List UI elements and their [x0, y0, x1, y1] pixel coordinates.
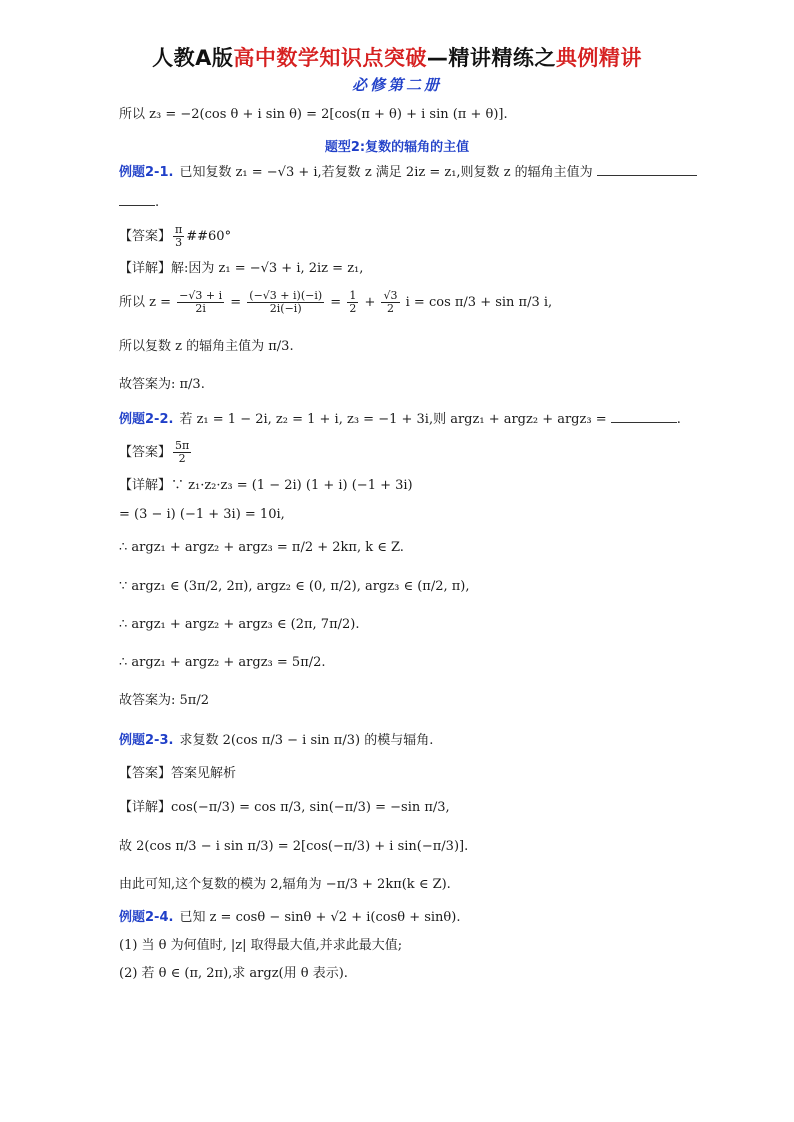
frac-num: 5π — [175, 439, 190, 452]
header-section: 典例精讲 — [555, 46, 642, 70]
example-label: 例题2-4. — [119, 910, 174, 925]
answer-2-3: 【答案】答案见解析 — [119, 766, 237, 781]
page-header — [0, 42, 794, 72]
answer-blank-cont: . — [119, 195, 159, 209]
header-publisher: 人教A版 — [152, 46, 234, 70]
detail-2-2-l6: ∴ argz₁ + argz₂ + argz₃ = 5π/2. — [119, 655, 326, 670]
example-label: 例题2-2. — [119, 412, 174, 427]
detail-2-2-l2: = (3 − i) (−1 + 3i) = 10i, — [119, 507, 285, 522]
example-text: 求复数 2(cos π/3 − i sin π/3) 的模与辐角. — [179, 733, 434, 748]
example-2-3 — [119, 734, 433, 747]
detail-2-3-l3: 由此可知,这个复数的模为 2,辐角为 −π/3 + 2kπ(k ∈ Z). — [119, 877, 451, 892]
frac-den: 2i — [195, 302, 206, 316]
answer-blank — [611, 412, 677, 423]
answer-2-2 — [119, 440, 193, 465]
detail-2-2-l5: ∴ argz₁ + argz₂ + argz₃ ∈ (2π, 7π/2). — [119, 617, 360, 632]
detail-2-2-l4: ∵ argz₁ ∈ (3π/2, 2π), argz₂ ∈ (0, π/2), argz₃ ∈ (π/2, π), — [119, 579, 470, 594]
example-text: 已知 z = cosθ − sinθ + √2 + i(cosθ + sinθ). — [179, 910, 461, 925]
detail-2-3-l1: 【详解】cos(−π/3) = cos π/3, sin(−π/3) = −sin π/3, — [119, 800, 450, 815]
header-topic: 高中数学知识点突破 — [233, 46, 427, 70]
detail-2-1-l4: 故答案为: π/3. — [119, 377, 205, 392]
detail-2-2-l1: 【详解】∵ z₁·z₂·z₃ = (1 − 2i) (1 + i) (−1 + 3i) — [119, 478, 413, 493]
frac-den: 2 — [349, 302, 357, 316]
line-z3-result: 所以 z₃ = −2(cos θ + i sin θ) = 2[cos(π + θ) + i sin (π + θ)]. — [119, 107, 508, 122]
detail-2-1-l3: 所以复数 z 的辐角主值为 π/3. — [119, 339, 294, 354]
frac-den: 2i(−i) — [269, 302, 302, 316]
question-2-4-2: (2) 若 θ ∈ (π, 2π),求 argz(用 θ 表示). — [119, 966, 348, 981]
expr-tail: i = cos π/3 + sin π/3 i, — [405, 295, 553, 311]
frac-2 — [247, 290, 324, 315]
frac-num: π — [175, 223, 183, 236]
example-2-2: 例题2-2. 若 z₁ = 1 − 2i, z₂ = 1 + i, z₃ = −1 + 3i,则 argz₁ + argz₂ + argz₃ = . — [119, 412, 681, 427]
detail-2-1-l1: 【详解】解:因为 z₁ = −√3 + i, 2iz = z₁, — [119, 261, 364, 276]
answer-fraction — [173, 224, 184, 249]
frac-num: −√3 + i — [179, 289, 223, 302]
example-label: 例题2-1. — [119, 165, 174, 180]
frac-den: 3 — [175, 236, 183, 250]
answer-label: 【答案】 — [119, 229, 172, 245]
detail-2-2-l7: 故答案为: 5π/2 — [119, 693, 209, 708]
frac-1 — [177, 290, 224, 315]
detail-2-1-l2: 所以 z = $\frac{-√3 + i}{2i}$ = $\frac{(-√3 + i)(-i)}{2i(-i)}$ = $\frac{1}{2}$ + $\frac{√3}{2}$ i = cos π/3 + sin π/3 i, — [119, 289, 553, 316]
example-text: 已知复数 z₁ = −√3 + i,若复数 z 满足 2iz = z₁,则复数 z 的辐角主值为 — [179, 165, 593, 180]
example-text: 若 z₁ = 1 − 2i, z₂ = 1 + i, z₃ = −1 + 3i,则 argz₁ + argz₂ + argz₃ = — [179, 412, 607, 427]
answer-rest: ##60° — [186, 229, 232, 245]
header-series: —精讲精练之 — [426, 46, 556, 70]
frac-num: √3 — [383, 289, 398, 302]
section-title: 题型2:复数的辐角的主值 — [324, 140, 470, 155]
answer-blank-2 — [119, 195, 155, 206]
page-subtitle: 必修第二册 — [351, 76, 442, 94]
answer-blank — [597, 165, 697, 176]
question-2-4-1: (1) 当 θ 为何值时, |z| 取得最大值,并求此最大值; — [119, 938, 403, 953]
frac-num: (−√3 + i)(−i) — [249, 289, 323, 302]
frac-3 — [347, 290, 358, 315]
example-label: 例题2-3. — [119, 733, 174, 748]
frac-4 — [381, 290, 399, 315]
detail-2-3-l2: 故 2(cos π/3 − i sin π/3) = 2[cos(−π/3) + i sin(−π/3)]. — [119, 839, 469, 854]
frac-den: 2 — [386, 302, 394, 316]
answer-2-1 — [119, 224, 231, 249]
detail-2-2-l3: ∴ argz₁ + argz₂ + argz₃ = π/2 + 2kπ, k ∈ Z. — [119, 540, 404, 555]
example-2-1 — [119, 165, 697, 179]
example-2-4 — [119, 911, 460, 924]
answer-fraction — [173, 440, 191, 465]
frac-den: 2 — [178, 452, 186, 466]
frac-num: 1 — [349, 289, 357, 302]
answer-label: 【答案】 — [119, 445, 172, 461]
expr-prefix: 所以 z = — [119, 295, 172, 311]
